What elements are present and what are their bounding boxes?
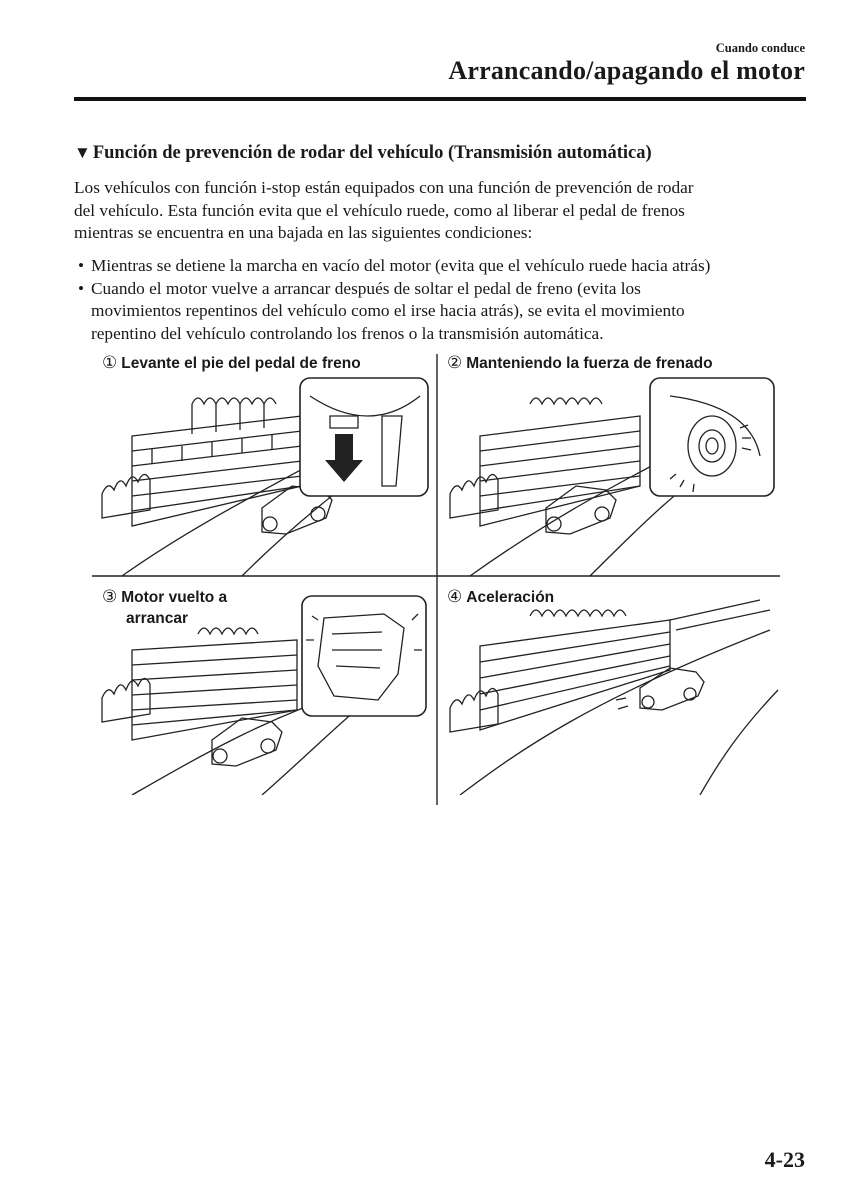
section-label: Cuando conduce [715, 41, 805, 55]
bullet-dot: • [78, 256, 85, 275]
panel-4-illustration [440, 590, 780, 795]
intro-paragraph [74, 177, 809, 245]
panel-1-number: ① [102, 353, 118, 372]
bullet-line: Cuando el motor vuelve a arrancar después de soltar el pedal de freno (evita los [91, 278, 641, 298]
triangle-marker-icon: ▼ [74, 143, 91, 162]
panel-3-text: Motor vuelto a [121, 589, 228, 606]
panel-2-text: Manteniendo la fuerza de frenado [466, 355, 713, 372]
intro-line: mientras se encuentra en una bajada en las siguientes condiciones: [74, 223, 533, 242]
panel-1-illustration [92, 376, 432, 576]
bullet-list [78, 255, 810, 345]
panel-4-label [447, 586, 554, 608]
page-title: Arrancando/apagando el motor [448, 56, 805, 85]
panel-2-illustration [440, 376, 780, 576]
panel-2-number: ② [447, 353, 463, 372]
bullet-item [78, 255, 810, 278]
title-rule [74, 97, 806, 101]
bullet-item [78, 278, 810, 346]
bullet-line: repentino del vehículo controlando los frenos o la transmisión automática. [91, 323, 604, 343]
panel-3-label [102, 586, 227, 629]
subheading [74, 143, 652, 164]
panel-1-label [102, 352, 361, 374]
page-number: 4-23 [764, 1147, 805, 1172]
intro-line: del vehículo. Esta función evita que el vehículo ruede, como al liberar el pedal de frenos [74, 200, 685, 220]
panel-3-label-line: arrancar [126, 610, 189, 627]
panel-2-label [447, 352, 713, 374]
bullet-line: Mientras se detiene la marcha en vacío del motor (evita que el vehículo ruede hacia atrás) [91, 256, 711, 275]
bullet-line: movimientos repentinos del vehículo como el irse hacia atrás), se evita el movimiento [91, 301, 685, 320]
panel-3-label-line [102, 586, 227, 608]
panel-4-number: ④ [447, 587, 463, 606]
illustration-grid [92, 350, 780, 805]
bullet-dot: • [78, 278, 85, 298]
panel-1-text: Levante el pie del pedal de freno [121, 355, 361, 372]
panel-4-text: Aceleración [466, 589, 555, 606]
intro-line: Los vehículos con función i-stop están equipados con una función de prevención de rodar [74, 178, 694, 197]
panel-3-number: ③ [102, 587, 118, 606]
subheading-text: Función de prevención de rodar del vehículo (Transmisión automática) [92, 143, 652, 163]
